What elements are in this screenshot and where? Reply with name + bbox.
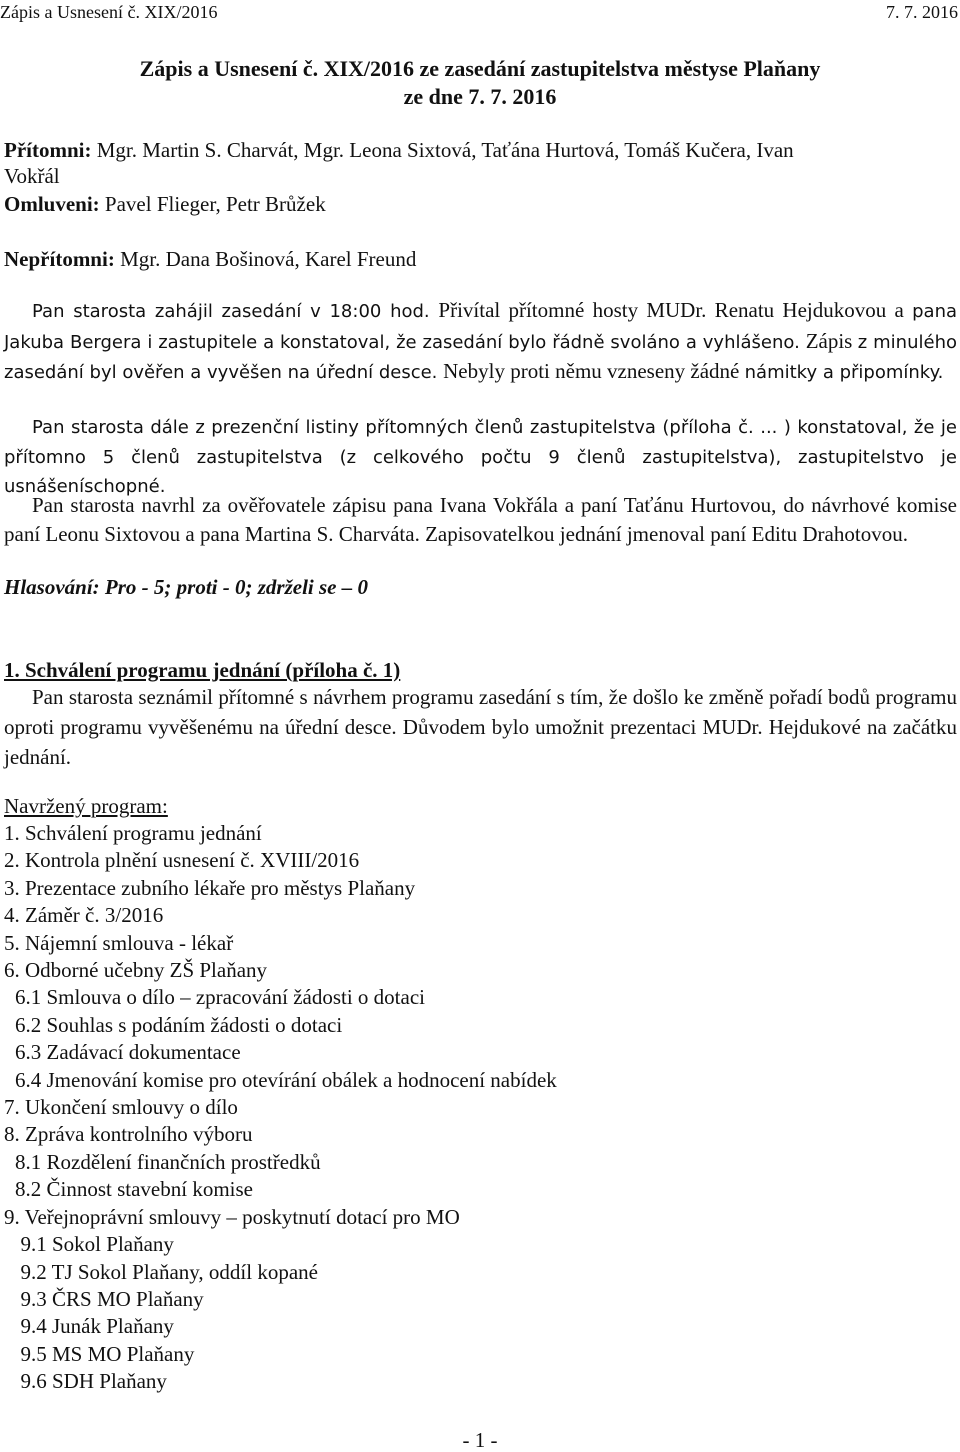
present-names-continued: Vokřál xyxy=(4,164,60,188)
program-item: 6.3 Zadávací dokumentace xyxy=(15,1040,241,1065)
header-title: Zápis a Usnesení č. XIX/2016 xyxy=(0,2,218,22)
opening-text-1: Pan starosta zahájil zasedání v 18:00 hod. xyxy=(32,301,439,322)
verifiers-paragraph xyxy=(4,491,957,549)
page-number: - 1 - xyxy=(462,1428,498,1452)
program-item: 9.3 ČRS MO Plaňany xyxy=(20,1286,204,1311)
absent-line xyxy=(4,246,416,272)
program-item: 9.1 Sokol Plaňany xyxy=(20,1232,174,1257)
program-heading: Navržený program: xyxy=(4,794,168,818)
program-item: 3. Prezentace zubního lékaře pro městys Plaňany xyxy=(4,875,416,900)
opening-text-2: Přivítal přítomné hosty MUDr. Renatu Hejdukovou a xyxy=(438,298,913,322)
opening-text-7: námitky a připomínky. xyxy=(744,362,944,383)
program-item: 9.6 SDH Plaňany xyxy=(20,1369,167,1394)
program-item: 5. Nájemní smlouva - lékař xyxy=(4,930,234,955)
section-1-heading: 1. Schválení programu jednání (příloha č. 1) xyxy=(4,658,401,682)
program-item: 6. Odborné učebny ZŠ Plaňany xyxy=(4,958,268,983)
opening-text-6: Nebyly proti němu vzneseny žádné xyxy=(443,359,745,383)
quorum-paragraph xyxy=(4,413,957,502)
program-item: 1. Schválení programu jednání xyxy=(4,821,262,845)
program-item: 8.2 Činnost stavební komise xyxy=(15,1177,253,1202)
excused-label: Omluveni: xyxy=(4,192,100,216)
section-1-text: Pan starosta seznámil přítomné s návrhem programu zasedání s tím, že došlo ke změně pořadí bodů programu oproti programu vyvěšenému na úřední desce. Důvodem bylo umožnit prezentaci MUDr. Hejdukové na začátku jednání. xyxy=(4,685,957,769)
opening-text-3: pana Jakuba Bergera i zastupitele a konstatoval, že zasedání bylo řádně svoláno a vyhlášeno. xyxy=(4,301,958,353)
opening-text-5: z minulého zasedání byl ověřen a vyvěšen na úřední desce. xyxy=(4,331,957,383)
header-date: 7. 7. 2016 xyxy=(886,2,958,22)
program-item: 6.1 Smlouva o dílo – zpracování žádosti o dotaci xyxy=(15,985,425,1010)
program-item: 9.4 Junák Plaňany xyxy=(20,1314,174,1339)
opening-text-4: Zápis xyxy=(805,328,858,353)
program-item: 6.4 Jmenování komise pro otevírání obálek a hodnocení nabídek xyxy=(15,1067,557,1092)
opening-paragraph xyxy=(4,296,957,388)
document-subtitle: ze dne 7. 7. 2016 xyxy=(403,84,557,109)
program-item: 9.5 MS MO Plaňany xyxy=(20,1341,195,1366)
program-list xyxy=(4,820,557,1396)
program-item: 7. Ukončení smlouvy o dílo xyxy=(4,1095,238,1120)
section-1-paragraph xyxy=(4,682,957,772)
vote-result: Hlasování: Pro - 5; proti - 0; zdrželi se – 0 xyxy=(4,575,368,599)
document-title: Zápis a Usnesení č. XIX/2016 ze zasedání zastupitelstva městyse Plaňany xyxy=(139,56,821,81)
quorum-text: Pan starosta dále z prezenční listiny přítomných členů zastupitelstva (příloha č. ... ) konstatoval, že je přítomno 5 členů zastupitelstva (z celkového počtu 9 členů zastupitelstva), zastupitelstvo je usnášeníschopné. xyxy=(4,417,957,497)
present-label: Přítomni: xyxy=(4,138,92,162)
program-item: 6.2 Souhlas s podáním žádosti o dotaci xyxy=(15,1012,343,1037)
program-item: 2. Kontrola plnění usnesení č. XVIII/2016 xyxy=(4,848,360,873)
verifiers-text: Pan starosta navrhl za ověřovatele zápisu pana Ivana Vokřála a paní Taťánu Hurtovou, do návrhové komise paní Leonu Sixtovou a pana Martina S. Charváta. Zapisovatelkou jednání jmenoval paní Editu Drahotovou. xyxy=(4,493,957,546)
program-item: 4. Záměr č. 3/2016 xyxy=(4,903,164,928)
excused-line xyxy=(4,191,326,217)
present-line xyxy=(4,137,794,163)
program-item: 8. Zpráva kontrolního výboru xyxy=(4,1122,253,1147)
absent-label: Nepřítomni: xyxy=(4,247,115,271)
program-item: 9.2 TJ Sokol Plaňany, oddíl kopané xyxy=(20,1259,318,1284)
absent-names: Mgr. Dana Bošinová, Karel Freund xyxy=(114,247,417,271)
program-item: 9. Veřejnoprávní smlouvy – poskytnutí dotací pro MO xyxy=(4,1204,460,1229)
excused-names: Pavel Flieger, Petr Brůžek xyxy=(99,192,326,216)
program-item: 8.1 Rozdělení finančních prostředků xyxy=(15,1149,321,1174)
present-names: Mgr. Martin S. Charvát, Mgr. Leona Sixtová, Taťána Hurtová, Tomáš Kučera, Ivan xyxy=(91,138,794,162)
